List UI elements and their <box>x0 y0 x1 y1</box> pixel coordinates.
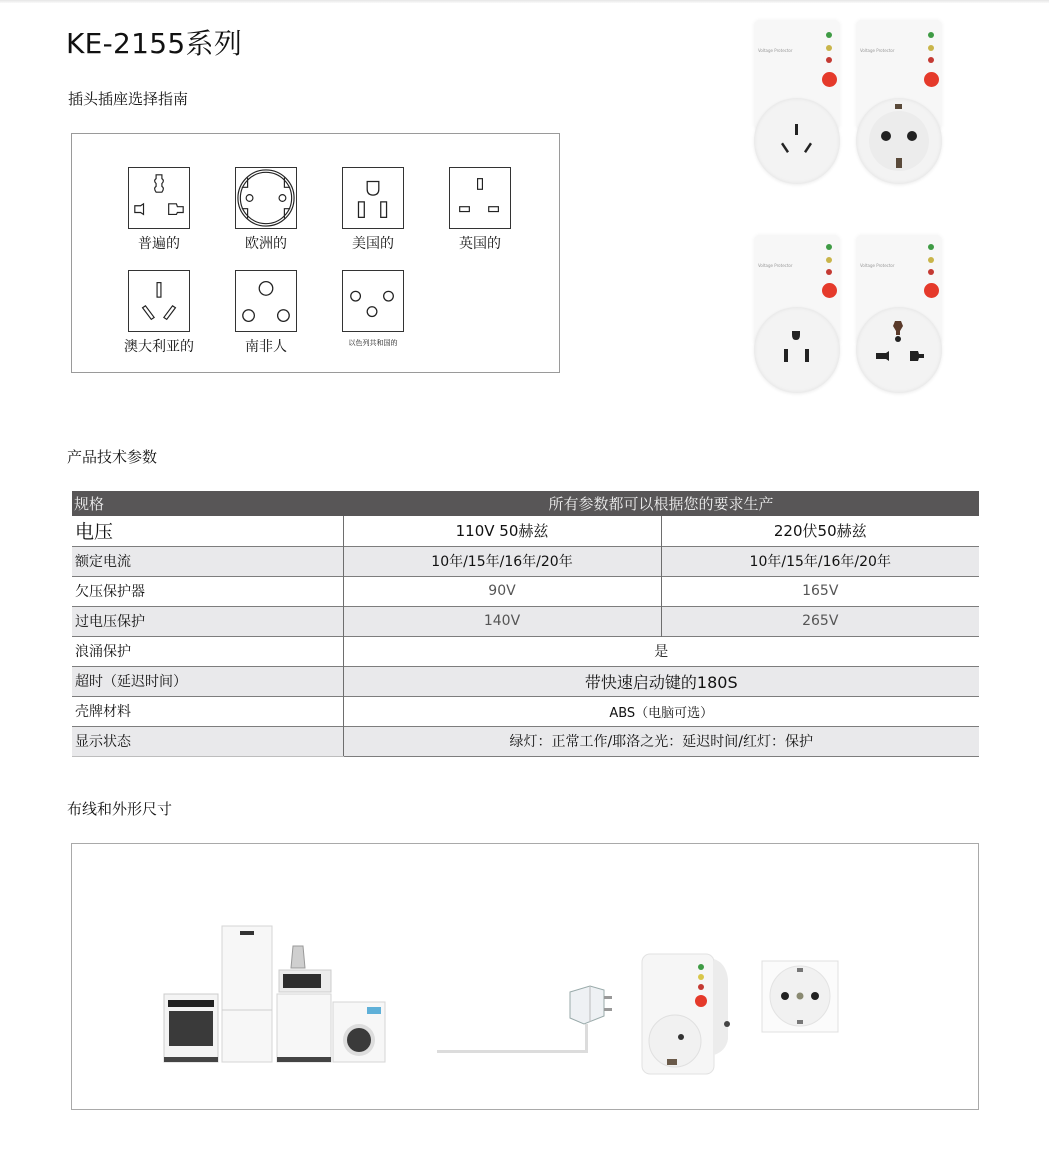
spec-value: 绿灯：正常工作/耶洛之光：延迟时间/红灯：保护 <box>343 726 979 756</box>
wall-socket-icon <box>760 959 840 1034</box>
product-photos <box>740 15 955 395</box>
red-led-icon <box>928 57 934 63</box>
spec-label: 浪涌保护 <box>72 636 343 666</box>
spec-label: 过电压保护 <box>72 606 343 636</box>
yellow-led-icon <box>928 45 934 51</box>
spec-table-header <box>72 491 979 516</box>
plug-label: 英国的 <box>459 236 501 252</box>
european-socket-face-icon <box>856 98 942 184</box>
red-led-icon <box>928 269 934 275</box>
green-led-icon <box>928 244 934 250</box>
british-socket-icon <box>449 167 511 229</box>
spec-row-surge <box>72 636 979 666</box>
spec-value-110v: 10年/15年/16年/20年 <box>343 546 661 576</box>
spec-row-undervoltage <box>72 576 979 606</box>
green-led-icon <box>826 244 832 250</box>
spec-label: 壳牌材料 <box>72 696 343 726</box>
product-photo-universal <box>852 235 944 395</box>
plug-label: 普遍的 <box>138 236 180 252</box>
spec-value-220v: 265V <box>661 606 979 636</box>
spec-value-110v: 90V <box>343 576 661 606</box>
tech-params-heading: 产品技术参数 <box>67 448 158 466</box>
spec-table <box>72 491 979 757</box>
spec-label: 电压 <box>75 521 114 544</box>
american-socket-face-icon <box>754 307 840 393</box>
spec-label: 欠压保护器 <box>72 576 343 606</box>
spec-value-220v: 165V <box>661 576 979 606</box>
american-socket-icon <box>342 167 404 229</box>
power-adapter-icon <box>565 984 615 1029</box>
yellow-led-icon <box>928 257 934 263</box>
plug-guide-heading: 插头插座选择指南 <box>68 90 189 108</box>
spec-value-220v: 10年/15年/16年/20年 <box>661 546 979 576</box>
plug-type-south-african <box>235 270 299 355</box>
wiring-heading: 布线和外形尺寸 <box>67 800 173 818</box>
power-cable <box>437 1050 587 1053</box>
south-african-socket-icon <box>235 270 297 332</box>
spec-value-110v: 140V <box>343 606 661 636</box>
spec-label: 额定电流 <box>72 546 343 576</box>
spec-header-label: 规格 <box>72 491 343 516</box>
plug-type-british <box>449 167 513 252</box>
top-border <box>0 0 1049 3</box>
plug-label: 以色列共和国的 <box>348 339 398 347</box>
australian-socket-icon <box>128 270 190 332</box>
restart-button-icon <box>822 283 837 298</box>
plug-type-american <box>342 167 406 252</box>
spec-value-110v: 110V 50赫兹 <box>343 516 661 546</box>
spec-value: ABS（电脑可选） <box>343 696 979 726</box>
yellow-led-icon <box>826 257 832 263</box>
product-photo-australian <box>750 20 842 180</box>
plug-type-universal <box>128 167 192 252</box>
product-photo-american <box>750 235 842 395</box>
red-led-icon <box>826 57 832 63</box>
restart-button-icon <box>924 72 939 87</box>
red-led-icon <box>826 269 832 275</box>
plug-label: 南非人 <box>245 339 287 355</box>
restart-button-icon <box>822 72 837 87</box>
voltage-protector-icon <box>637 949 732 1079</box>
device-brand-text: Voltage Protector <box>860 263 895 268</box>
universal-socket-icon <box>128 167 190 229</box>
spec-row-shell-material <box>72 696 979 726</box>
spec-row-rated-current <box>72 546 979 576</box>
universal-socket-face-icon <box>856 307 942 393</box>
plug-guide-panel <box>71 133 560 373</box>
plug-type-australian <box>124 270 194 355</box>
plug-label: 澳大利亚的 <box>124 339 194 355</box>
spec-row-delay <box>72 666 979 696</box>
device-brand-text: Voltage Protector <box>860 48 895 53</box>
product-photo-european <box>852 20 944 180</box>
israeli-socket-icon <box>342 270 404 332</box>
plug-label: 美国的 <box>352 236 394 252</box>
device-brand-text: Voltage Protector <box>758 263 793 268</box>
spec-value: 是 <box>343 636 979 666</box>
spec-header-note: 所有参数都可以根据您的要求生产 <box>343 491 979 516</box>
spec-label: 显示状态 <box>72 726 343 756</box>
australian-socket-face-icon <box>754 98 840 184</box>
spec-row-voltage <box>72 516 979 546</box>
green-led-icon <box>928 32 934 38</box>
page-title: KE-2155系列 <box>66 27 243 60</box>
spec-value-220v: 220伏50赫兹 <box>661 516 979 546</box>
plug-type-israeli <box>342 270 406 347</box>
yellow-led-icon <box>826 45 832 51</box>
spec-row-display-status <box>72 726 979 756</box>
spec-row-overvoltage <box>72 606 979 636</box>
plug-label: 欧洲的 <box>245 236 287 252</box>
home-appliances-icon <box>162 924 387 1064</box>
wiring-diagram-panel <box>71 843 979 1110</box>
restart-button-icon <box>924 283 939 298</box>
spec-label: 超时（延迟时间） <box>72 666 343 696</box>
plug-type-european <box>235 167 299 252</box>
green-led-icon <box>826 32 832 38</box>
european-socket-icon <box>235 167 297 229</box>
device-brand-text: Voltage Protector <box>758 48 793 53</box>
spec-value: 带快速启动键的180S <box>343 666 979 696</box>
